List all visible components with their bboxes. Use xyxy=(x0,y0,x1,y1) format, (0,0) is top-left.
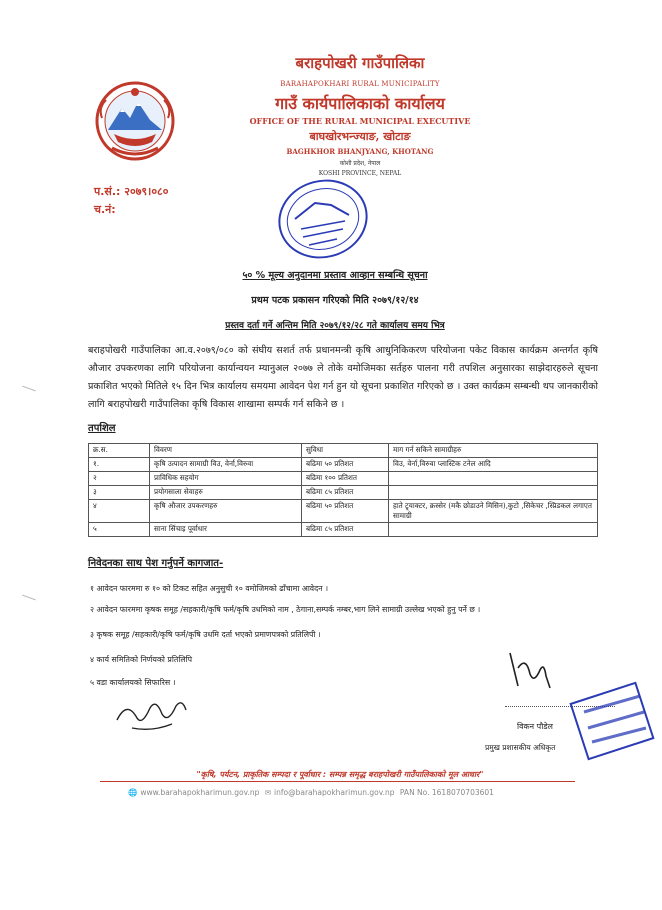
punch-mark xyxy=(22,386,35,392)
table-cell: २ xyxy=(89,472,150,486)
document-item: ५ वडा कार्यालयको सिफारिस । xyxy=(90,678,176,687)
table-header-row xyxy=(89,444,598,458)
items-table xyxy=(88,443,598,537)
footer xyxy=(128,788,497,797)
notice-body: बराहपोखरी गाउँपालिका आ.व.२०७९/०८० को संघीय सशर्त तर्फ प्रधानमन्त्री कृषि आधुनिकिकरण परियोजना पकेट विकास कार्यक्रम अन्तर्गत कृषि औजार उपकरणका लागि परियोजना कार्यान्वयन म्यानुअल २०७७ ले तोके वमोजिमका सर्तहरु पालना गरी तपशिल अनुसारका साझेदारहरुले सूचना प्रकाशित भएको मितिले १५ दिन भित्र कार्यालय समयमा आवेदन पेश गर्न हुन यो सूचना प्रकाशित गरिएको छ । उक्त कार्यक्रम सम्बन्धी थप जानकारीको लागि बराहपोखरी गाउँपालिका कृषि विकास शाखामा सम्पर्क गर्न सकिने छ । xyxy=(88,345,598,410)
table-cell: साना सिंचाइ पूर्वाधार xyxy=(150,523,302,537)
reference-number: प.सं.: २०७९।०८० xyxy=(94,185,169,198)
table-cell: बढिमा ५० प्रतिशत xyxy=(302,458,389,472)
col-header: माग गर्न सकिने सामाग्रीहरु xyxy=(389,444,598,458)
address-np: बाघखोरभन्ज्याङ, खोटाङ xyxy=(309,130,411,143)
email-link[interactable]: info@barahapokharimun.gov.np xyxy=(274,788,395,797)
table-cell: ५ xyxy=(89,523,150,537)
table-row xyxy=(89,472,598,486)
table-cell: विउ, वेर्ना,विरुवा प्लास्टिक टनेल आदि xyxy=(389,458,598,472)
table-row xyxy=(89,458,598,472)
document-item: २ आवेदन फारममा कृषक समूह /सहकारी/कृषि फर्म/कृषि उधमिको नाम , ठेगाना,सम्पर्क नम्बर,भाग लिने सामाग्री उल्लेख भएको हुनु पर्ने छ । xyxy=(90,605,481,614)
documents-heading: निवेदनका साथ पेश गर्नुपर्ने कागजात- xyxy=(88,558,224,569)
table-cell: हाते ट्र्याक्टर, क्रस्सेर (मकै छोडाउने मिसिन),कुटो ,सिकेचर ,स्प्रिडकल लगाएत सामाग्री xyxy=(389,500,598,523)
province-en: KOSHI PROVINCE, NEPAL xyxy=(318,170,402,177)
province-np: कोशी प्रदेश, नेपाल xyxy=(339,160,381,167)
table-cell: १. xyxy=(89,458,150,472)
officer-signature-icon xyxy=(500,648,560,693)
document-item: ४ कार्य समितिको निर्णयको प्रतिलिपि xyxy=(90,655,193,664)
mail-icon: ✉ xyxy=(264,788,272,797)
table-cell: बढिमा ८५ प्रतिशत xyxy=(302,486,389,500)
table-cell: बढिमा ५० प्रतिशत xyxy=(302,500,389,523)
punch-mark xyxy=(22,595,35,601)
col-header: विवरण xyxy=(150,444,302,458)
table-heading: तपशिल xyxy=(88,423,116,434)
officer-role: प्रमुख प्रशासकीय अधिकृत xyxy=(485,743,556,752)
office-name-np: गाउँ कार्यपालिकाको कार्यालय xyxy=(275,94,445,113)
table-cell xyxy=(389,472,598,486)
signature-scribble-icon xyxy=(112,690,192,735)
office-name-en: OFFICE OF THE RURAL MUNICIPAL EXECUTIVE xyxy=(249,116,471,126)
table-row xyxy=(89,500,598,523)
officer-name: विकन पौडेल xyxy=(517,722,553,731)
pan-number: PAN No. 1618070703601 xyxy=(399,788,494,797)
address-en: BAGHKHOR BHANJYANG, KHOTANG xyxy=(286,147,434,156)
table-cell: कृषि उत्पादन सामाग्री विउ, वेर्ना,विरुवा xyxy=(150,458,302,472)
table-cell: प्रयोगसाला सेवाहरु xyxy=(150,486,302,500)
table-cell: बढिमा ८५ प्रतिशत xyxy=(302,523,389,537)
municipality-name-en: BARAHAPOKHARI RURAL MUNICIPALITY xyxy=(280,80,440,88)
table-cell: प्राविधिक सहयोग xyxy=(150,472,302,486)
submission-deadline: प्रस्तव दर्ता गर्ने अन्तिम मिति २०७९/१२/२८ गते कार्यालय समय भित्र xyxy=(225,321,445,331)
table-cell xyxy=(389,523,598,537)
globe-icon: 🌐 xyxy=(128,788,138,797)
col-header: सुविधा xyxy=(302,444,389,458)
motto-divider xyxy=(100,781,575,782)
municipality-name-np: बराहपोखरी गाउँपालिका xyxy=(295,54,425,72)
document-item: ३ कृषक समूह /सहकारी/कृषि फर्म/कृषि उधमि दर्ता भएको प्रमाणपत्रको प्रतिलिपी । xyxy=(90,630,321,639)
notice-title: ५० % मूल्य अनुदानमा प्रस्ताव आव्हान सम्बन्धि सूचना xyxy=(242,270,428,281)
publish-date: प्रथम पटक प्रकासन गरिएको मिति २०७९/१२/१४ xyxy=(251,295,419,306)
table-cell: कृषि औजार उपकरणहरु xyxy=(150,500,302,523)
website-link[interactable]: www.barahapokharimun.gov.np xyxy=(140,788,260,797)
table-cell: बढिमा १०० प्रतिशत xyxy=(302,472,389,486)
table-cell: ४ xyxy=(89,500,150,523)
document-item: १ आवेदन फारममा रु १० को टिकट सहित अनुसुची १० वमोजिमको ढाँचामा आवेदन । xyxy=(90,584,329,593)
table-row xyxy=(89,486,598,500)
dispatch-number: च.नं: xyxy=(94,203,116,216)
motto: "कृषि, पर्यटन, प्राकृतिक सम्पदा र पूर्वाधार : सम्पन्न समृद्ध बराहपोखरी गाउँपालिकाको मूल आधार" xyxy=(196,770,484,779)
table-row xyxy=(89,523,598,537)
government-emblem-icon xyxy=(92,78,178,164)
office-stamp-icon xyxy=(275,175,371,263)
officer-stamp-icon xyxy=(560,672,660,772)
table-cell: ३ xyxy=(89,486,150,500)
col-header: क्र.स. xyxy=(89,444,150,458)
table-cell xyxy=(389,486,598,500)
